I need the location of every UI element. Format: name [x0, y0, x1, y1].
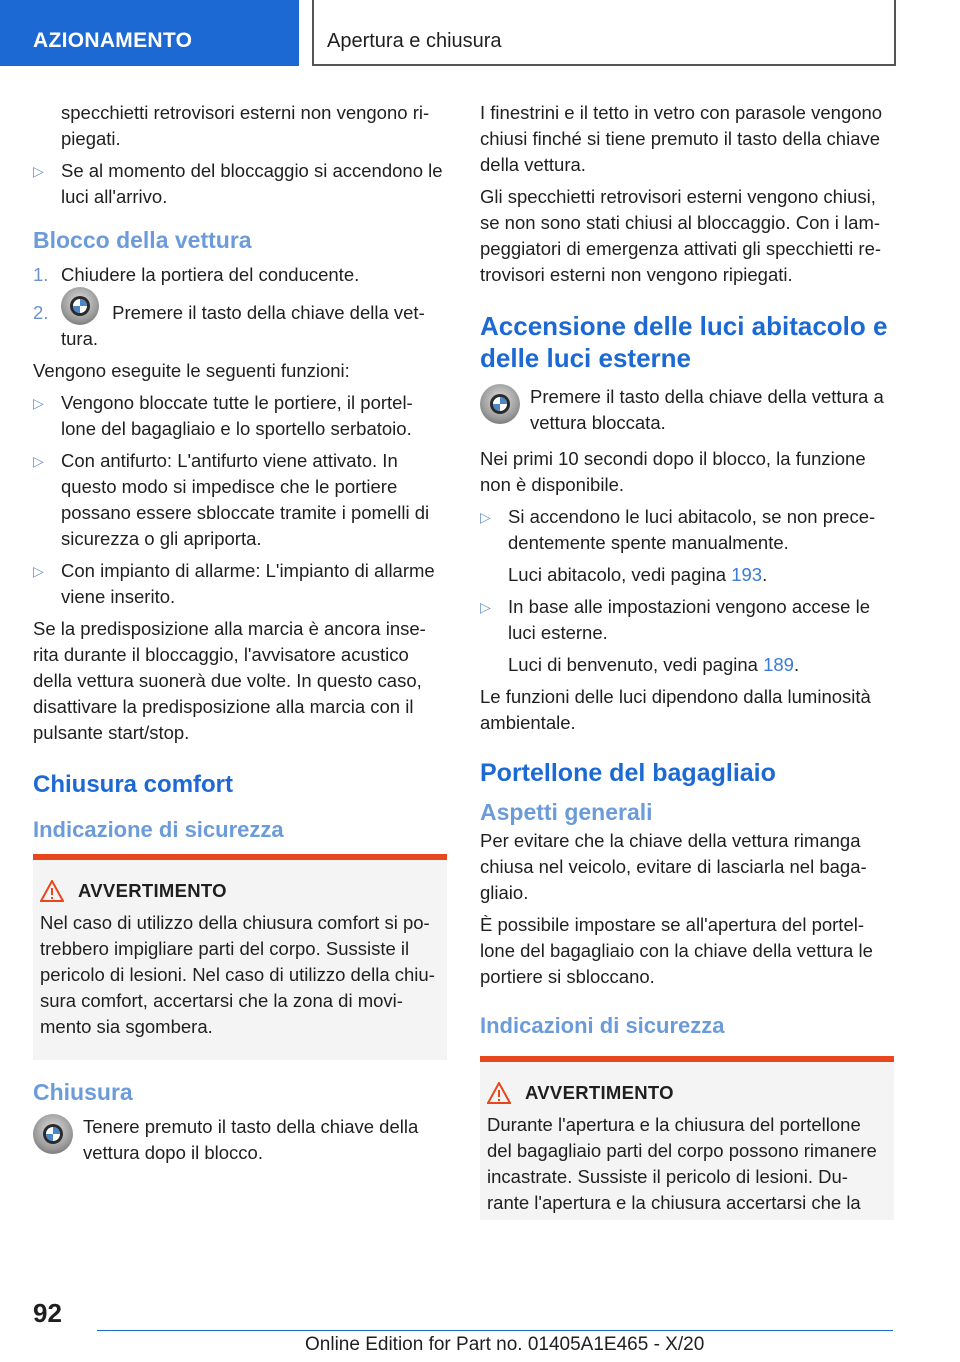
warning-box — [33, 854, 447, 1060]
heading-blocco: Blocco della vettura — [33, 227, 252, 253]
heading-indicazione: Indicazione di sicurezza — [33, 817, 284, 842]
cross-reference: Luci abitacolo, vedi pagina 193. — [508, 564, 768, 585]
page-link[interactable]: 193 — [731, 564, 763, 585]
heading-indicazioni: Indicazioni di sicurezza — [480, 1013, 725, 1038]
paragraph: Per evitare che la chiave della vettura rimanga chiusa nel veicolo, evitare di lasciarla nel baga-gliaio. — [480, 830, 867, 903]
paragraph: I finestrini e il tetto in vetro con parasole vengono chiusi finché si tiene premuto il tasto della chiave della vettura. — [480, 102, 883, 175]
triangle-right-icon: ▷ — [480, 509, 491, 525]
step-2: 2. Premere il tasto della chiave della vet-tura. — [33, 300, 447, 352]
paragraph: È possibile impostare se all'apertura del portel-lone del bagagliaio con la chiave della vettura le portiere si sbloccano. — [480, 914, 873, 987]
car-key-button-icon — [61, 287, 99, 325]
warning-box — [480, 1056, 894, 1220]
chapter-title: Apertura e chiusura — [312, 0, 896, 66]
heading-comfort: Chiusura comfort — [33, 771, 234, 798]
list-item: ▷ Vengono bloccate tutte le portiere, il portel-lone del bagagliaio e lo sportello serbatoio. — [33, 392, 413, 439]
list-item: ▷ Con antifurto: L'antifurto viene attivato. In questo modo si impedisce che le portiere possano essere sbloccate tramite i pomelli di sicurezza o gli apriporta. — [33, 450, 430, 549]
section-tab: AZIONAMENTO — [0, 0, 299, 66]
list-item: ▷ Se al momento del bloccaggio si accendono le luci all'arrivo. — [33, 160, 443, 207]
step-1: 1. Chiudere la portiera del conducente. — [33, 264, 360, 285]
page-number: 92 — [33, 1298, 62, 1328]
key-instruction: Premere il tasto della chiave della vettura a vettura bloccata. — [480, 384, 894, 436]
heading-portellone: Portellone del bagagliaio — [480, 759, 776, 787]
paragraph: Se la predisposizione alla marcia è ancora inse-rita durante il bloccaggio, l'avvisatore acustico della vettura suonerà due volte. In questo caso, disattivare la predisposizione alla marcia con il pulsante start/stop. — [33, 618, 426, 743]
paragraph: specchietti retrovisori esterni non vengono ri-piegati. — [61, 102, 430, 149]
key-instruction: Tenere premuto il tasto della chiave della vettura dopo il blocco. — [33, 1114, 447, 1166]
triangle-right-icon: ▷ — [33, 395, 44, 411]
warning-title: AVVERTIMENTO — [78, 880, 227, 901]
triangle-right-icon: ▷ — [33, 163, 44, 179]
warning-text: Nel caso di utilizzo della chiusura comfort si po-trebbero impigliare parti del corpo. Sussiste il pericolo di lesioni. Nel caso di utilizzo della chiu-sura comfort, accertarsi che la zona di movi-mento sia sgombera. — [40, 912, 435, 1037]
triangle-right-icon: ▷ — [480, 599, 491, 615]
paragraph: Le funzioni delle luci dipendono dalla luminosità ambientale. — [480, 686, 871, 733]
car-key-button-icon — [33, 1114, 73, 1154]
warning-triangle-icon — [40, 880, 64, 902]
list-item: ▷ Si accendono le luci abitacolo, se non prece-dentemente spente manualmente. — [480, 506, 876, 553]
paragraph: Gli specchietti retrovisori esterni vengono chiusi, se non sono stati chiusi al bloccaggio. Con i lam-peggiatori di emergenza attivati gli specchietti re-trovisori esterni non vengono ripiegati. — [480, 186, 882, 285]
triangle-right-icon: ▷ — [33, 563, 44, 579]
warning-title: AVVERTIMENTO — [525, 1082, 674, 1103]
heading-aspetti: Aspetti generali — [480, 799, 653, 825]
list-item: ▷ Con impianto di allarme: L'impianto di allarme viene inserito. — [33, 560, 435, 607]
heading-chiusura: Chiusura — [33, 1079, 133, 1105]
car-key-button-icon — [480, 384, 520, 424]
right-column — [480, 100, 894, 1238]
page-header — [0, 0, 960, 66]
warning-text: Durante l'apertura e la chiusura del portellone del bagagliaio parti del corpo possono rimanere incastrate. Sussiste il pericolo di lesioni. Du-rante l'apertura e la chiusura accertarsi che la — [487, 1114, 877, 1213]
warning-triangle-icon — [487, 1082, 511, 1104]
paragraph: Vengono eseguite le seguenti funzioni: — [33, 360, 350, 381]
footer-divider — [97, 1330, 893, 1331]
list-item: ▷ In base alle impostazioni vengono accese le luci esterne. — [480, 596, 871, 643]
footer-edition: Online Edition for Part no. 01405A1E465 - X/20 — [305, 1334, 705, 1355]
triangle-right-icon: ▷ — [33, 453, 44, 469]
paragraph: Nei primi 10 secondi dopo il blocco, la funzione non è disponibile. — [480, 448, 866, 495]
page-link[interactable]: 189 — [763, 654, 794, 675]
cross-reference: Luci di benvenuto, vedi pagina 189. — [508, 654, 800, 675]
left-column — [33, 100, 447, 1176]
heading-accensione: Accensione delle luci abitacolo e delle luci esterne — [480, 311, 888, 373]
